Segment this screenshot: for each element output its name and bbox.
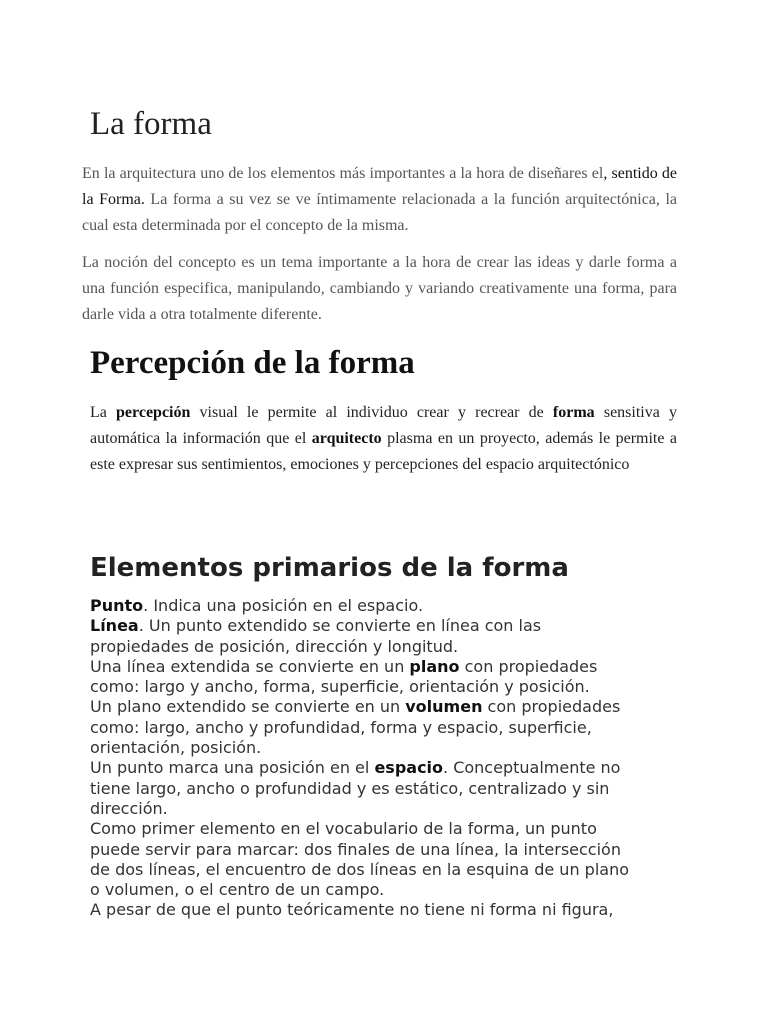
heading-elementos-primarios: Elementos primarios de la forma (90, 553, 569, 583)
line-plano-2: como: largo y ancho, forma, superficie, orientación y posición. (90, 677, 590, 697)
line-volumen-3: orientación, posición. (90, 738, 262, 758)
line-vocabulario-1: Como primer elemento en el vocabulario de la forma, un punto (90, 819, 597, 839)
bold-text: percepción (116, 404, 191, 421)
line-espacio (90, 758, 690, 778)
text: . Un punto extendido se convierte en línea con las (138, 616, 542, 636)
text: La (90, 404, 117, 421)
text: Un plano extendido se convierte en un (90, 697, 406, 717)
line-volumen-2: como: largo, ancho y profundidad, forma y espacio, superficie, (90, 717, 592, 737)
line-punto (90, 596, 690, 616)
text: . Indica una posición en el espacio. (143, 596, 424, 615)
text: con propiedades (459, 656, 598, 676)
bold-text: Punto (90, 596, 144, 615)
bold-text: plano (409, 656, 460, 676)
line-vocabulario-4: o volumen, o el centro de un campo. (90, 880, 385, 900)
text: . Conceptualmente no (443, 758, 621, 778)
bold-text: volumen (405, 697, 483, 717)
paragraph-percepcion (90, 400, 677, 478)
paragraph-arquitectura (82, 161, 677, 239)
text: En la arquitectura uno de los elementos más importantes a la hora de diseñares el (82, 165, 604, 182)
line-vocabulario-3: de dos líneas, el encuentro de dos líneas en la esquina de un plano (90, 859, 629, 879)
elementos-body (90, 596, 690, 921)
text: Una línea extendida se convierte en un (90, 656, 410, 676)
line-linea-2: propiedades de posición, dirección y longitud. (90, 636, 459, 656)
line-espacio-3: dirección. (90, 798, 168, 818)
line-plano (90, 657, 690, 677)
text: sensitiva y automática la información que el (90, 404, 677, 447)
heading-percepcion: Percepción de la forma (90, 345, 415, 381)
bold-text: espacio (374, 758, 444, 778)
heading-la-forma: La forma (90, 106, 212, 142)
text: La forma a su vez se ve íntimamente relacionada a la función arquitectónica, la cual esta determinada por el concepto de la misma. (82, 191, 677, 234)
text: plasma en un proyecto, además le permite a este expresar sus sentimientos, emociones y percepciones del espacio arquitectónico (90, 430, 678, 473)
bold-text: forma (552, 404, 595, 421)
bold-text: Línea (90, 616, 139, 636)
line-vocabulario-2: puede servir para marcar: dos finales de una línea, la intersección (90, 839, 621, 859)
text: con propiedades (482, 697, 621, 717)
bold-text: arquitecto (311, 430, 382, 447)
line-pesar: A pesar de que el punto teóricamente no tiene ni forma ni figura, (90, 900, 614, 920)
bold-text: , sentido de la Forma. (82, 165, 677, 208)
paragraph-nocion-concepto: La noción del concepto es un tema importante a la hora de crear las ideas y darle forma a una función especifica, manipulando, cambiando y variando creativamente una forma, para darle vida a otra totalmente diferente. (82, 254, 677, 323)
line-volumen (90, 697, 690, 717)
text: visual le permite al individuo crear y recrear de (190, 404, 553, 421)
text: Un punto marca una posición en el (90, 758, 375, 778)
line-linea (90, 616, 690, 636)
line-espacio-2: tiene largo, ancho o profundidad y es estático, centralizado y sin (90, 778, 610, 798)
